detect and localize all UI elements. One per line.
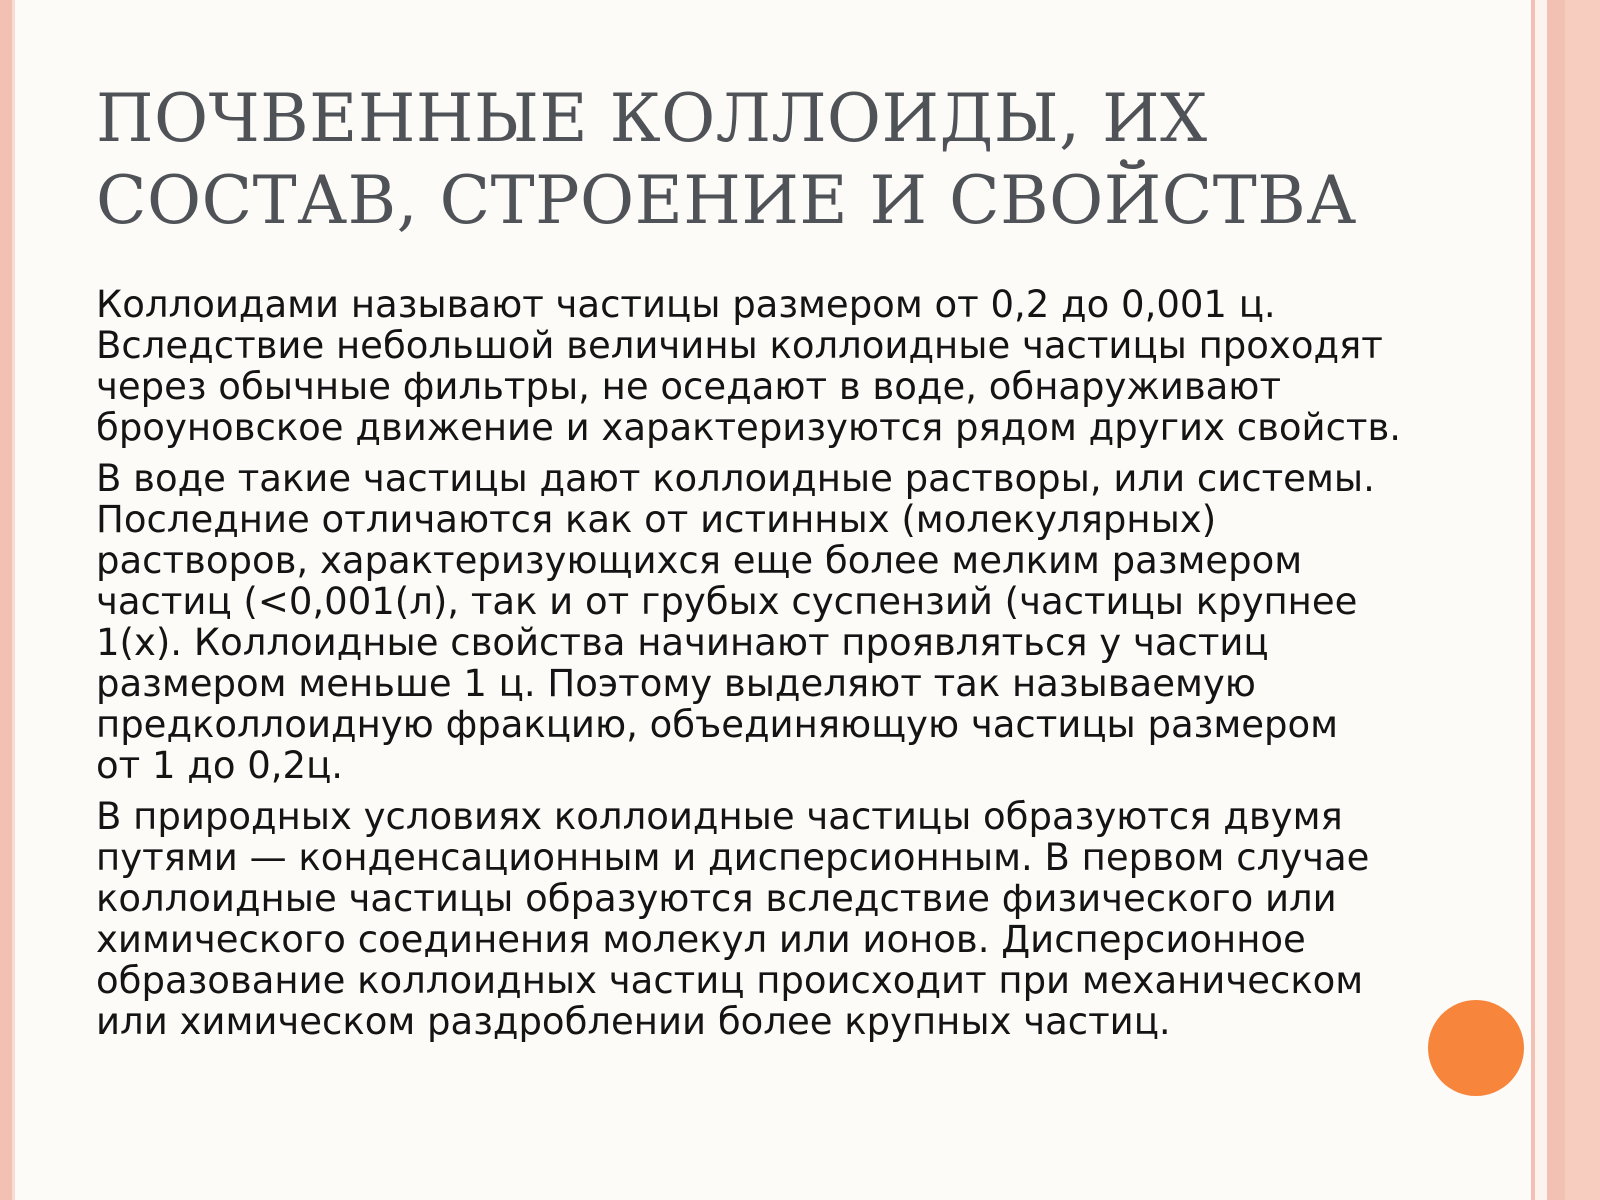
orange-circle-decoration xyxy=(1428,1000,1524,1096)
left-decorative-stripe-inner xyxy=(12,0,15,1200)
text-line: 1(х). Коллоидные свойства начинают проявляться у частиц xyxy=(96,621,1269,664)
slide-title xyxy=(96,78,1496,242)
text-line: В природных условиях коллоидные частицы образуются двумя xyxy=(96,795,1343,838)
text-line: химического соединения молекул или ионов. Дисперсионное xyxy=(96,918,1306,961)
text-line: образование коллоидных частиц происходит при механическом xyxy=(96,959,1364,1002)
slide-title-line-1: ПОЧВЕННЫЕ КОЛЛОИДЫ, ИХ xyxy=(96,80,1208,157)
text-line: Последние отличаются как от истинных (молекулярных) xyxy=(96,498,1217,541)
right-decorative-gap xyxy=(1535,0,1547,1200)
text-line: броуновское движение и характеризуются рядом других свойств. xyxy=(96,406,1402,449)
text-line: частиц (<0,001(л), так и от грубых суспензий (частицы крупнее xyxy=(96,580,1358,623)
text-line: через обычные фильтры, не оседают в воде, обнаруживают xyxy=(96,365,1281,408)
paragraph-3 xyxy=(96,796,1516,1042)
text-line: Вследствие небольшой величины коллоидные частицы проходят xyxy=(96,324,1383,367)
slide-body xyxy=(96,284,1516,1052)
text-line: В воде такие частицы дают коллоидные растворы, или системы. xyxy=(96,457,1375,500)
text-line: Коллоидами называют частицы размером от 0,2 до 0,001 ц. xyxy=(96,283,1276,326)
text-line: или химическом раздроблении более крупных частиц. xyxy=(96,1000,1171,1043)
right-decorative-band xyxy=(1547,0,1565,1200)
text-line: предколлоидную фракцию, объединяющую частицы размером xyxy=(96,703,1339,746)
text-line: от 1 до 0,2ц. xyxy=(96,744,344,787)
right-decorative-stripe xyxy=(1565,0,1600,1200)
slide-title-line-2: СОСТАВ, СТРОЕНИЕ И СВОЙСТВА xyxy=(96,162,1357,239)
paragraph-1 xyxy=(96,284,1516,448)
text-line: размером меньше 1 ц. Поэтому выделяют так называемую xyxy=(96,662,1256,705)
text-line: растворов, характеризующихся еще более мелким размером xyxy=(96,539,1303,582)
text-line: коллоидные частицы образуются вследствие физического или xyxy=(96,877,1337,920)
paragraph-2 xyxy=(96,458,1516,786)
text-line: путями — конденсационным и дисперсионным. В первом случае xyxy=(96,836,1370,879)
left-decorative-stripe xyxy=(0,0,12,1200)
